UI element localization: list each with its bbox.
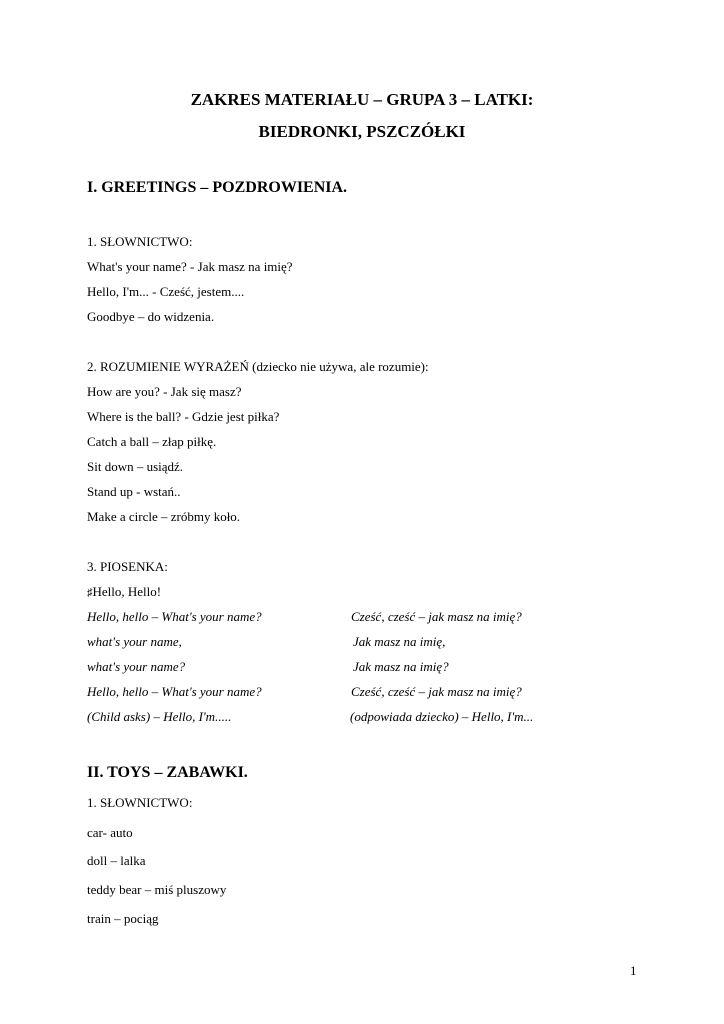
- page-number: 1: [630, 963, 637, 978]
- song-line-english: Hello, hello – What's your name?: [87, 609, 262, 624]
- song-line-english: what's your name?: [87, 659, 186, 674]
- phrase-item: Make a circle – zróbmy koło.: [87, 509, 241, 524]
- vocab-heading: 1. SŁOWNICTWO:: [87, 234, 193, 249]
- document-title-line-1: ZAKRES MATERIAŁU – GRUPA 3 – LATKI:: [190, 90, 534, 109]
- song-heading: 3. PIOSENKA:: [87, 559, 168, 574]
- song-line-english: Hello, hello – What's your name?: [87, 684, 262, 699]
- song-title: Hello, Hello!: [92, 584, 162, 599]
- song-line-polish: Cześć, cześć – jak masz na imię?: [351, 684, 522, 699]
- song-line-english: (Child asks) – Hello, I'm.....: [87, 709, 232, 724]
- section-heading-greetings: I. GREETINGS – POZDROWIENIA.: [87, 179, 348, 196]
- phrase-item: Where is the ball? - Gdzie jest piłka?: [87, 409, 280, 424]
- vocab-item: train – pociąg: [87, 911, 159, 926]
- song-line-polish: (odpowiada dziecko) – Hello, I'm...: [350, 709, 534, 724]
- phrase-item: Stand up - wstań..: [87, 484, 181, 499]
- vocab-item: car- auto: [87, 825, 133, 840]
- vocab-item: Goodbye – do widzenia.: [87, 309, 215, 324]
- vocab-item: teddy bear – miś pluszowy: [87, 882, 227, 897]
- phrase-item: Catch a ball – złap piłkę.: [87, 434, 217, 449]
- vocab-item: doll – lalka: [87, 853, 146, 868]
- music-note-icon: ♯: [87, 587, 93, 599]
- phrases-heading: 2. ROZUMIENIE WYRAŻEŃ (dziecko nie używa, ale rozumie):: [87, 359, 429, 374]
- song-line-polish: Cześć, cześć – jak masz na imię?: [351, 609, 522, 624]
- song-line-polish: Jak masz na imię,: [353, 634, 446, 649]
- song-line-polish: Jak masz na imię?: [353, 659, 449, 674]
- vocab-item: What's your name? - Jak masz na imię?: [87, 259, 293, 274]
- document-title-line-2: BIEDRONKI, PSZCZÓŁKI: [258, 122, 466, 141]
- phrase-item: Sit down – usiądź.: [87, 459, 184, 474]
- song-title-row: [87, 584, 161, 600]
- vocab-heading: 1. SŁOWNICTWO:: [87, 795, 193, 810]
- phrase-item: How are you? - Jak się masz?: [87, 384, 242, 399]
- section-heading-toys: II. TOYS – ZABAWKI.: [87, 764, 248, 781]
- vocab-item: Hello, I'm... - Cześć, jestem....: [87, 284, 245, 299]
- song-line-english: what's your name,: [87, 634, 182, 649]
